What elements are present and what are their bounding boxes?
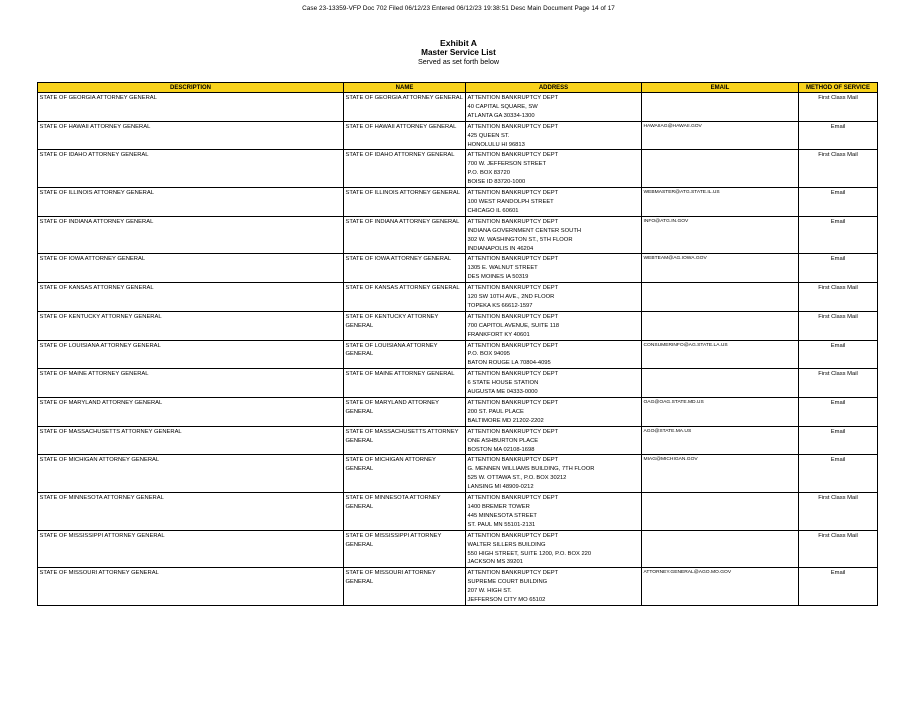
name-cell: STATE OF MASSACHUSETTS ATTORNEY GENERAL — [344, 426, 466, 455]
address-line: 700 CAPITOL AVENUE, SUITE 118 — [467, 322, 560, 329]
description-cell: STATE OF IDAHO ATTORNEY GENERAL — [38, 150, 344, 188]
table-row — [38, 426, 878, 455]
email-cell — [642, 369, 799, 398]
address-line: ATTENTION BANKRUPTCY DEPT — [467, 123, 559, 130]
address-line: HONOLULU HI 96813 — [467, 141, 525, 148]
address-line: 525 W. OTTAWA ST., P.O. BOX 30212 — [467, 475, 567, 482]
address-line: P.O. BOX 94095 — [467, 351, 510, 358]
method-of-service-cell: Email — [799, 340, 878, 369]
address-line: FRANKFORT KY 40601 — [467, 331, 530, 338]
name-cell: STATE OF GEORGIA ATTORNEY GENERAL — [344, 93, 466, 122]
email-cell — [642, 530, 799, 568]
table-row — [38, 568, 878, 606]
address-line: ATTENTION BANKRUPTCY DEPT — [467, 256, 559, 263]
description-cell: STATE OF KENTUCKY ATTORNEY GENERAL — [38, 311, 344, 340]
method-of-service-cell: First Class Mail — [799, 369, 878, 398]
email-cell: ATTORNEY.GENERAL@AGO.MO.GOV — [642, 568, 799, 606]
address-cell — [466, 283, 642, 312]
address-line: CHICAGO IL 60601 — [467, 207, 519, 214]
email-cell: HAWAIIAG@HAWAII.GOV — [642, 121, 799, 150]
table-row — [38, 493, 878, 531]
column-header-email: EMAIL — [642, 83, 799, 93]
method-of-service-cell: First Class Mail — [799, 93, 878, 122]
address-line: SUPREME COURT BUILDING — [467, 579, 548, 586]
exhibit-subtitle: Master Service List — [421, 48, 496, 57]
description-cell: STATE OF MARYLAND ATTORNEY GENERAL — [38, 398, 344, 427]
address-line: 1400 BREMER TOWER — [467, 503, 530, 510]
table-row — [38, 369, 878, 398]
address-line: INDIANAPOLIS IN 46204 — [467, 245, 534, 252]
address-line: ATTENTION BANKRUPTCY DEPT — [467, 190, 559, 197]
address-line: G. MENNEN WILLIAMS BUILDING, 7TH FLOOR — [467, 466, 595, 473]
address-cell — [466, 216, 642, 254]
address-line: ATTENTION BANKRUPTCY DEPT — [467, 285, 559, 292]
address-line: JACKSON MS 39201 — [467, 559, 523, 566]
address-line: BALTIMORE MD 21202-2202 — [467, 417, 544, 424]
address-line: ATTENTION BANKRUPTCY DEPT — [467, 95, 559, 101]
table-row — [38, 311, 878, 340]
address-line: ATLANTA GA 30334-1300 — [467, 112, 535, 119]
address-line: BOISE ID 83720-1000 — [467, 179, 526, 186]
exhibit-heading — [0, 38, 917, 66]
name-cell: STATE OF KENTUCKY ATTORNEY GENERAL — [344, 311, 466, 340]
email-cell: WEBMASTER@ATG.STATE.IL.US — [642, 188, 799, 217]
method-of-service-cell: Email — [799, 568, 878, 606]
description-cell: STATE OF MASSACHUSETTS ATTORNEY GENERAL — [38, 426, 344, 455]
name-cell: STATE OF MISSOURI ATTORNEY GENERAL — [344, 568, 466, 606]
address-cell — [466, 150, 642, 188]
table-row — [38, 398, 878, 427]
table-body — [38, 93, 878, 606]
address-line: ONE ASHBURTON PLACE — [467, 437, 539, 444]
address-line: 120 SW 10TH AVE., 2ND FLOOR — [467, 294, 555, 301]
table-header-row — [38, 83, 878, 93]
name-cell: STATE OF INDIANA ATTORNEY GENERAL — [344, 216, 466, 254]
description-cell: STATE OF MISSOURI ATTORNEY GENERAL — [38, 568, 344, 606]
description-cell: STATE OF GEORGIA ATTORNEY GENERAL — [38, 93, 344, 122]
method-of-service-cell: First Class Mail — [799, 150, 878, 188]
email-cell — [642, 93, 799, 122]
address-line: LANSING MI 48909-0212 — [467, 484, 534, 491]
address-cell — [466, 311, 642, 340]
address-line: P.O. BOX 83720 — [467, 170, 510, 177]
description-cell: STATE OF MISSISSIPPI ATTORNEY GENERAL — [38, 530, 344, 568]
address-line: ATTENTION BANKRUPTCY DEPT — [467, 400, 559, 406]
address-line: ATTENTION BANKRUPTCY DEPT — [467, 495, 559, 502]
name-cell: STATE OF HAWAII ATTORNEY GENERAL — [344, 121, 466, 150]
exhibit-title: Exhibit A — [440, 38, 477, 48]
email-cell: WEBTEAM@AG.IOWA.GOV — [642, 254, 799, 283]
address-line: INDIANA GOVERNMENT CENTER SOUTH — [467, 227, 582, 234]
address-line: BOSTON MA 02108-1698 — [467, 446, 535, 453]
method-of-service-cell: Email — [799, 121, 878, 150]
method-of-service-cell: Email — [799, 254, 878, 283]
address-line: ATTENTION BANKRUPTCY DEPT — [467, 342, 559, 349]
table-row — [38, 283, 878, 312]
name-cell: STATE OF MISSISSIPPI ATTORNEY GENERAL — [344, 530, 466, 568]
exhibit-note: Served as set forth below — [417, 57, 500, 66]
description-cell: STATE OF HAWAII ATTORNEY GENERAL — [38, 121, 344, 150]
name-cell: STATE OF LOUISIANA ATTORNEY GENERAL — [344, 340, 466, 369]
table-row — [38, 216, 878, 254]
address-line: ST. PAUL MN 55101-2131 — [467, 521, 536, 528]
service-list-table — [37, 82, 878, 606]
address-line: 425 QUEEN ST. — [467, 132, 510, 139]
description-cell: STATE OF INDIANA ATTORNEY GENERAL — [38, 216, 344, 254]
description-cell: STATE OF KANSAS ATTORNEY GENERAL — [38, 283, 344, 312]
address-line: 1305 E. WALNUT STREET — [467, 265, 538, 272]
name-cell: STATE OF ILLINOIS ATTORNEY GENERAL — [344, 188, 466, 217]
address-line: ATTENTION BANKRUPTCY DEPT — [467, 532, 559, 539]
name-cell: STATE OF MARYLAND ATTORNEY GENERAL — [344, 398, 466, 427]
address-cell — [466, 93, 642, 122]
email-cell: OAG@OAG.STATE.MD.US — [642, 398, 799, 427]
address-cell — [466, 455, 642, 493]
case-header-line: Case 23-13359-VFP Doc 702 Filed 06/12/23 Entered 06/12/23 19:38:51 Desc Main Document Page 14 of 17 — [302, 5, 615, 12]
description-cell: STATE OF MICHIGAN ATTORNEY GENERAL — [38, 455, 344, 493]
method-of-service-cell: Email — [799, 426, 878, 455]
address-line: 550 HIGH STREET, SUITE 1200, P.O. BOX 220 — [467, 550, 592, 557]
method-of-service-cell: Email — [799, 398, 878, 427]
address-cell — [466, 369, 642, 398]
address-line: BATON ROUGE LA 70804-4095 — [467, 360, 551, 367]
address-cell — [466, 493, 642, 531]
address-cell — [466, 530, 642, 568]
address-cell — [466, 340, 642, 369]
address-cell — [466, 568, 642, 606]
email-cell — [642, 150, 799, 188]
email-cell — [642, 311, 799, 340]
table-row — [38, 93, 878, 122]
description-cell: STATE OF MAINE ATTORNEY GENERAL — [38, 369, 344, 398]
address-line: 207 W. HIGH ST. — [467, 588, 512, 595]
address-line: ATTENTION BANKRUPTCY DEPT — [467, 457, 559, 464]
address-cell — [466, 426, 642, 455]
email-cell: CONSUMERINFO@AG.STATE.LA.US — [642, 340, 799, 369]
address-line: ATTENTION BANKRUPTCY DEPT — [467, 218, 559, 225]
name-cell: STATE OF MINNESOTA ATTORNEY GENERAL — [344, 493, 466, 531]
column-header-address: ADDRESS — [466, 83, 642, 93]
method-of-service-cell: First Class Mail — [799, 311, 878, 340]
address-line: AUGUSTA ME 04333-0000 — [467, 389, 538, 396]
email-cell: AGO@STATE.MA.US — [642, 426, 799, 455]
address-line: 6 STATE HOUSE STATION — [467, 380, 539, 387]
address-line: 100 WEST RANDOLPH STREET — [467, 198, 554, 205]
method-of-service-cell: Email — [799, 216, 878, 254]
table-row — [38, 455, 878, 493]
method-of-service-cell: First Class Mail — [799, 283, 878, 312]
address-line: 700 W. JEFFERSON STREET — [467, 161, 547, 168]
column-header-method: METHOD OF SERVICE — [799, 83, 878, 93]
address-line: ATTENTION BANKRUPTCY DEPT — [467, 570, 559, 577]
address-line: JEFFERSON CITY MO 65102 — [467, 597, 546, 604]
address-cell — [466, 188, 642, 217]
address-line: ATTENTION BANKRUPTCY DEPT — [467, 428, 559, 435]
column-header-name: NAME — [344, 83, 466, 93]
table-row — [38, 188, 878, 217]
address-line: 302 W. WASHINGTON ST., 5TH FLOOR — [467, 236, 573, 243]
name-cell: STATE OF KANSAS ATTORNEY GENERAL — [344, 283, 466, 312]
address-line: 200 ST. PAUL PLACE — [467, 408, 524, 415]
address-line: ATTENTION BANKRUPTCY DEPT — [467, 371, 559, 378]
address-cell — [466, 121, 642, 150]
table-row — [38, 121, 878, 150]
address-line: ATTENTION BANKRUPTCY DEPT — [467, 152, 559, 159]
address-line: TOPEKA KS 66612-1597 — [467, 302, 533, 309]
name-cell: STATE OF MAINE ATTORNEY GENERAL — [344, 369, 466, 398]
table-row — [38, 530, 878, 568]
address-line: 445 MINNESOTA STREET — [467, 512, 537, 519]
name-cell: STATE OF IOWA ATTORNEY GENERAL — [344, 254, 466, 283]
address-cell — [466, 398, 642, 427]
email-cell: MIAG@MICHIGAN.GOV — [642, 455, 799, 493]
method-of-service-cell: Email — [799, 188, 878, 217]
address-line: DES MOINES IA 50319 — [467, 274, 529, 281]
method-of-service-cell: Email — [799, 455, 878, 493]
email-cell — [642, 283, 799, 312]
address-line: WALTER SILLERS BUILDING — [467, 541, 546, 548]
method-of-service-cell: First Class Mail — [799, 493, 878, 531]
method-of-service-cell: First Class Mail — [799, 530, 878, 568]
email-cell — [642, 493, 799, 531]
name-cell: STATE OF MICHIGAN ATTORNEY GENERAL — [344, 455, 466, 493]
table-row — [38, 340, 878, 369]
description-cell: STATE OF IOWA ATTORNEY GENERAL — [38, 254, 344, 283]
name-cell: STATE OF IDAHO ATTORNEY GENERAL — [344, 150, 466, 188]
description-cell: STATE OF ILLINOIS ATTORNEY GENERAL — [38, 188, 344, 217]
email-cell: INFO@ATG.IN.GOV — [642, 216, 799, 254]
table-row — [38, 150, 878, 188]
table-row — [38, 254, 878, 283]
column-header-description: DESCRIPTION — [38, 83, 344, 93]
address-line: ATTENTION BANKRUPTCY DEPT — [467, 313, 559, 320]
address-cell — [466, 254, 642, 283]
address-line: 40 CAPITAL SQUARE, SW — [467, 103, 538, 110]
description-cell: STATE OF LOUISIANA ATTORNEY GENERAL — [38, 340, 344, 369]
description-cell: STATE OF MINNESOTA ATTORNEY GENERAL — [38, 493, 344, 531]
